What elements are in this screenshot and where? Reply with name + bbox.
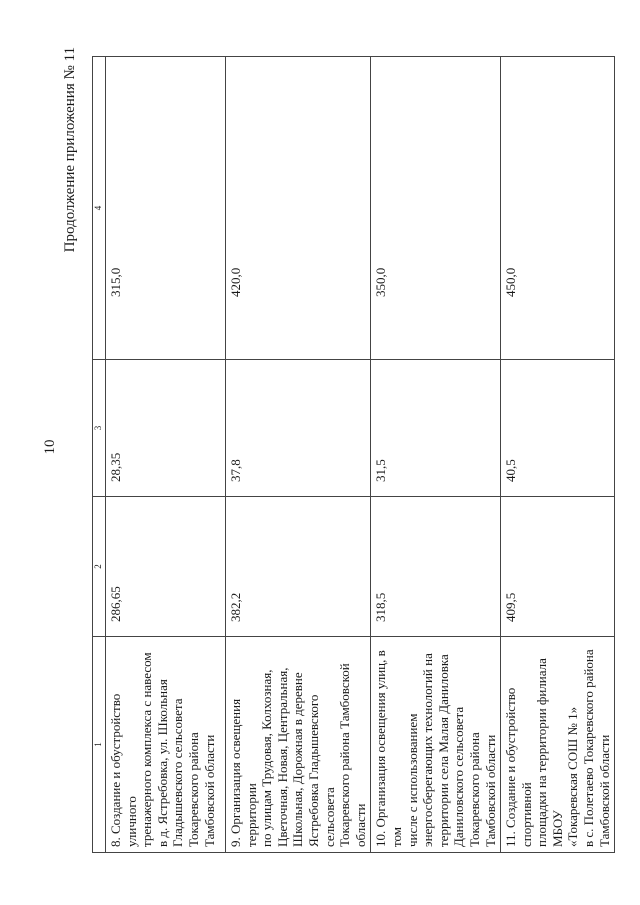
page-number: 10 [42, 439, 58, 455]
total-cell: 350,0 [371, 57, 501, 360]
table-row [106, 57, 226, 853]
value-cell: 37,8 [226, 360, 371, 497]
value-cell: 318,5 [371, 497, 501, 637]
project-name-cell: 8. Создание и обустройство уличного тренажерного комплекса с навесом в д. Ястребовка, ул. Школьная Гладышевского сельсовета Токаревского района Тамбовской области [106, 637, 226, 853]
table-row [501, 57, 615, 853]
appendix-continuation-label: Продолжение приложения № 11 [62, 47, 78, 253]
header-cell: 3 [93, 360, 106, 497]
total-cell: 450,0 [501, 57, 615, 360]
header-cell: 2 [93, 497, 106, 637]
value-cell: 382,2 [226, 497, 371, 637]
projects-table [92, 56, 615, 853]
total-cell: 420,0 [226, 57, 371, 360]
project-name-cell: 11. Создание и обустройство спортивной площадки на территории филиала МБОУ «Токаревская СОШ № 1» в с. Полетаево Токаревского района Тамбовской области [501, 637, 615, 853]
value-cell: 286,65 [106, 497, 226, 637]
value-cell: 40,5 [501, 360, 615, 497]
table-row [371, 57, 501, 853]
header-cell: 4 [93, 57, 106, 360]
rotated-page [42, 37, 617, 857]
project-name-cell: 9. Организация освещения территории по улицам Трудовая, Колхозная, Цветочная, Новая, Центральная, Школьная, Дорожная в деревне Ястребовка Гладышевского сельсовета Токаревского района Тамбовской области [226, 637, 371, 853]
value-cell: 28,35 [106, 360, 226, 497]
table-row [226, 57, 371, 853]
value-cell: 31,5 [371, 360, 501, 497]
total-cell: 315,0 [106, 57, 226, 360]
table-header-row [93, 57, 106, 853]
project-name-cell: 10. Организация освещения улиц, в том числе с использованием энергосберегающих технологий на территории села Малая Даниловка Даниловского сельсовета Токаревского района Тамбовской области [371, 637, 501, 853]
value-cell: 409,5 [501, 497, 615, 637]
header-cell: 1 [93, 637, 106, 853]
